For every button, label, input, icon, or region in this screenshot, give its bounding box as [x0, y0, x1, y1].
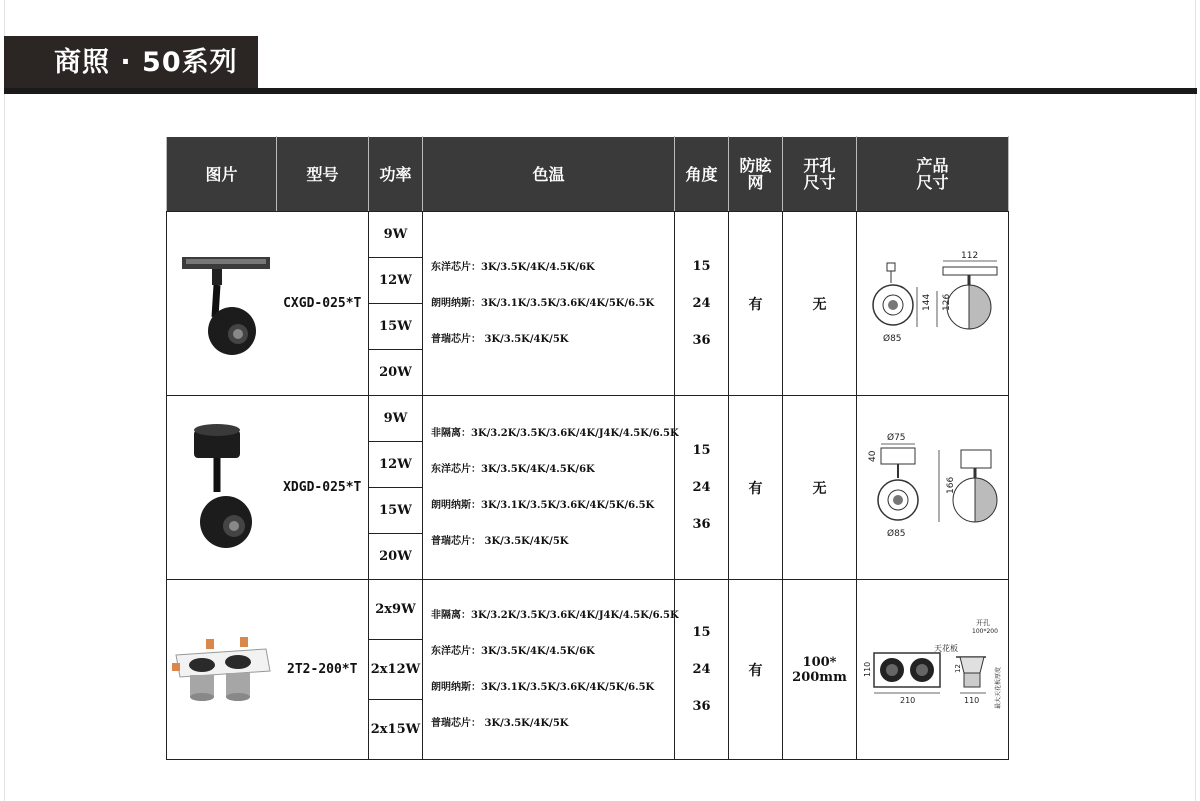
dim-ceiling-label: 天花板	[933, 643, 958, 653]
angle-value: 24	[692, 662, 711, 677]
header-size	[857, 137, 1009, 212]
dim-width: 112	[960, 250, 978, 261]
anti-glare-cell: 有	[729, 396, 783, 580]
model-cell: 2T2-200*T	[277, 580, 369, 760]
product-photo-track-spot	[167, 212, 277, 396]
angle-value: 24	[692, 480, 711, 495]
title-divider	[4, 88, 1197, 94]
page-title: 商照 · 50系列	[4, 36, 258, 90]
cutout-cell	[783, 580, 857, 760]
header-color-temp: 色温	[423, 137, 675, 212]
temp-line: 普瑞芯片： 3K/3.5K/4K/5K	[431, 717, 569, 729]
angle-value: 15	[692, 625, 711, 640]
power-cell: 15W	[369, 488, 423, 534]
dimension-drawing	[863, 249, 1003, 359]
angle-value: 15	[692, 443, 711, 458]
power-cell: 12W	[369, 258, 423, 304]
header-cutout-text: 开孔尺寸	[803, 156, 836, 192]
dim-width-2: 110	[963, 695, 979, 705]
temp-line: 朗明纳斯：3K/3.1K/3.5K/3.6K/4K/5K/6.5K	[431, 499, 655, 511]
dim-ceiling-thickness: 最大天花板厚度	[994, 666, 1002, 709]
dim-diameter: Ø85	[886, 528, 906, 539]
table-row	[167, 580, 1009, 640]
dim-top-diameter: Ø75	[886, 432, 906, 443]
temp-line: 东洋芯片：3K/3.5K/4K/4.5K/6K	[431, 645, 595, 657]
dim-height-1: 144	[921, 293, 932, 311]
anti-glare-cell: 有	[729, 212, 783, 396]
grille-light-image	[170, 625, 274, 715]
dim-height-2: 126	[941, 293, 952, 311]
power-cell: 20W	[369, 350, 423, 396]
dim-hole-size: 100*200	[971, 627, 998, 635]
dim-height: 166	[945, 476, 956, 494]
table-header-row	[167, 137, 1009, 212]
table-row	[167, 396, 1009, 442]
cutout-cell: 无	[783, 396, 857, 580]
power-cell: 9W	[369, 212, 423, 258]
product-photo-grille-light	[167, 580, 277, 760]
temp-line: 朗明纳斯：3K/3.1K/3.5K/3.6K/4K/5K/6.5K	[431, 681, 655, 693]
power-cell: 2x15W	[369, 700, 423, 760]
dimension-drawing	[863, 428, 1003, 548]
angle-cell	[675, 396, 729, 580]
header-model: 型号	[277, 137, 369, 212]
angle-value: 24	[692, 296, 711, 311]
power-cell: 15W	[369, 304, 423, 350]
dimension-drawing-cell	[857, 580, 1009, 760]
header-anti-glare-text: 防眩网	[739, 156, 772, 192]
dimension-drawing-cell	[857, 212, 1009, 396]
dimension-drawing-cell	[857, 396, 1009, 580]
power-cell: 20W	[369, 534, 423, 580]
temp-line: 普瑞芯片： 3K/3.5K/4K/5K	[431, 333, 569, 345]
color-temp-cell	[423, 212, 675, 396]
model-cell: XDGD-025*T	[277, 396, 369, 580]
track-spot-image	[172, 239, 272, 369]
power-cell: 12W	[369, 442, 423, 488]
table-row	[167, 212, 1009, 258]
dim-diameter: Ø85	[882, 333, 902, 344]
temp-line: 东洋芯片：3K/3.5K/4K/4.5K/6K	[431, 261, 595, 273]
product-photo-surface-spot	[167, 396, 277, 580]
cutout-line: 200mm	[792, 669, 847, 685]
dimension-drawing	[860, 615, 1006, 725]
power-cell: 9W	[369, 396, 423, 442]
temp-line: 非隔离：3K/3.2K/3.5K/3.6K/4K/J4K/4.5K/6.5K	[431, 609, 679, 621]
color-temp-cell	[423, 396, 679, 580]
angle-value: 36	[692, 517, 711, 532]
color-temp-cell	[423, 580, 679, 760]
spec-table	[166, 136, 1009, 760]
header-anti-glare	[729, 137, 783, 212]
header-power: 功率	[369, 137, 423, 212]
header-size-text: 产品尺寸	[916, 156, 949, 192]
temp-line: 非隔离：3K/3.2K/3.5K/3.6K/4K/J4K/4.5K/6.5K	[431, 427, 679, 439]
anti-glare-cell: 有	[729, 580, 783, 760]
power-cell: 2x9W	[369, 580, 423, 640]
angle-cell	[675, 580, 729, 760]
dim-width: 210	[899, 695, 915, 705]
cutout-line: 100*	[802, 654, 837, 670]
model-cell: CXGD-025*T	[277, 212, 369, 396]
power-cell: 2x12W	[369, 640, 423, 700]
temp-line: 朗明纳斯：3K/3.1K/3.5K/3.6K/4K/5K/6.5K	[431, 297, 655, 309]
header-cutout	[783, 137, 857, 212]
header-angle: 角度	[675, 137, 729, 212]
angle-value: 15	[692, 259, 711, 274]
cutout-cell: 无	[783, 212, 857, 396]
angle-value: 36	[692, 333, 711, 348]
dim-base-height: 40	[867, 450, 878, 462]
angle-cell	[675, 212, 729, 396]
temp-line: 东洋芯片：3K/3.5K/4K/4.5K/6K	[431, 463, 595, 475]
header-image: 图片	[167, 137, 277, 212]
surface-spot-image	[172, 408, 272, 568]
temp-line: 普瑞芯片： 3K/3.5K/4K/5K	[431, 535, 569, 547]
dim-hole-label: 开孔	[975, 618, 990, 627]
dim-depth: 12	[953, 663, 962, 673]
angle-value: 36	[692, 699, 711, 714]
dim-left-height: 110	[862, 661, 872, 677]
